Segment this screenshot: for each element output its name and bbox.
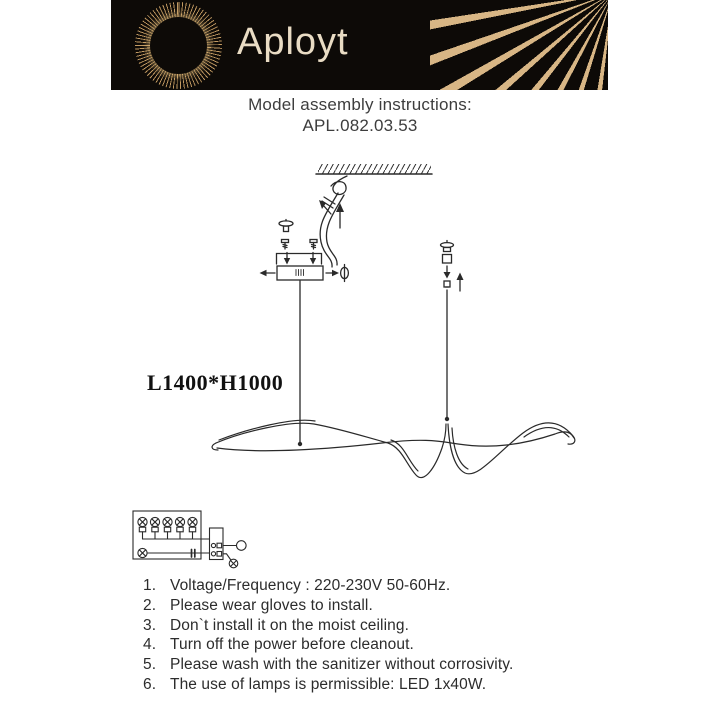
list-item xyxy=(143,616,613,636)
ceiling-hatch xyxy=(316,164,432,174)
list-item-number: 3. xyxy=(143,616,157,634)
suspension-adjuster-assembly xyxy=(441,241,464,292)
list-item-text: Voltage/Frequency : 220-230V 50-60Hz. xyxy=(170,577,451,594)
list-item-text: Turn off the power before cleanout. xyxy=(170,636,414,654)
list-item-number: 1. xyxy=(143,577,157,594)
list-item-number: 6. xyxy=(143,675,157,693)
lamp-symbols xyxy=(138,517,197,539)
junction-circle xyxy=(237,541,247,551)
list-item-text: Please wear gloves to install. xyxy=(170,596,373,614)
list-item xyxy=(143,596,613,616)
power-wires xyxy=(319,176,347,267)
brand-name: Aployt xyxy=(237,21,349,63)
model-number: APL.082.03.53 xyxy=(302,116,418,135)
lamp-body-drawing xyxy=(212,420,575,477)
dimension-label: L1400*H1000 xyxy=(147,370,284,395)
list-item-number: 5. xyxy=(143,656,157,674)
instruction-list xyxy=(143,576,613,695)
list-item-number: 2. xyxy=(143,596,157,614)
list-item xyxy=(143,576,613,596)
list-item-text: Please wash with the sanitizer without corrosivity. xyxy=(170,656,514,674)
page-title: Model assembly instructions: xyxy=(248,95,472,114)
list-item-text: The use of lamps is permissible: LED 1x40W. xyxy=(170,675,487,693)
canopy-mount-assembly xyxy=(260,220,349,282)
suspension-cables xyxy=(298,281,449,446)
list-item-number: 4. xyxy=(143,636,157,654)
list-item-text: Don`t install it on the moist ceiling. xyxy=(170,616,409,634)
list-item xyxy=(143,675,613,695)
canopy xyxy=(277,266,323,280)
list-item xyxy=(143,655,613,675)
wiring-diagram xyxy=(133,511,246,568)
list-item xyxy=(143,635,613,655)
